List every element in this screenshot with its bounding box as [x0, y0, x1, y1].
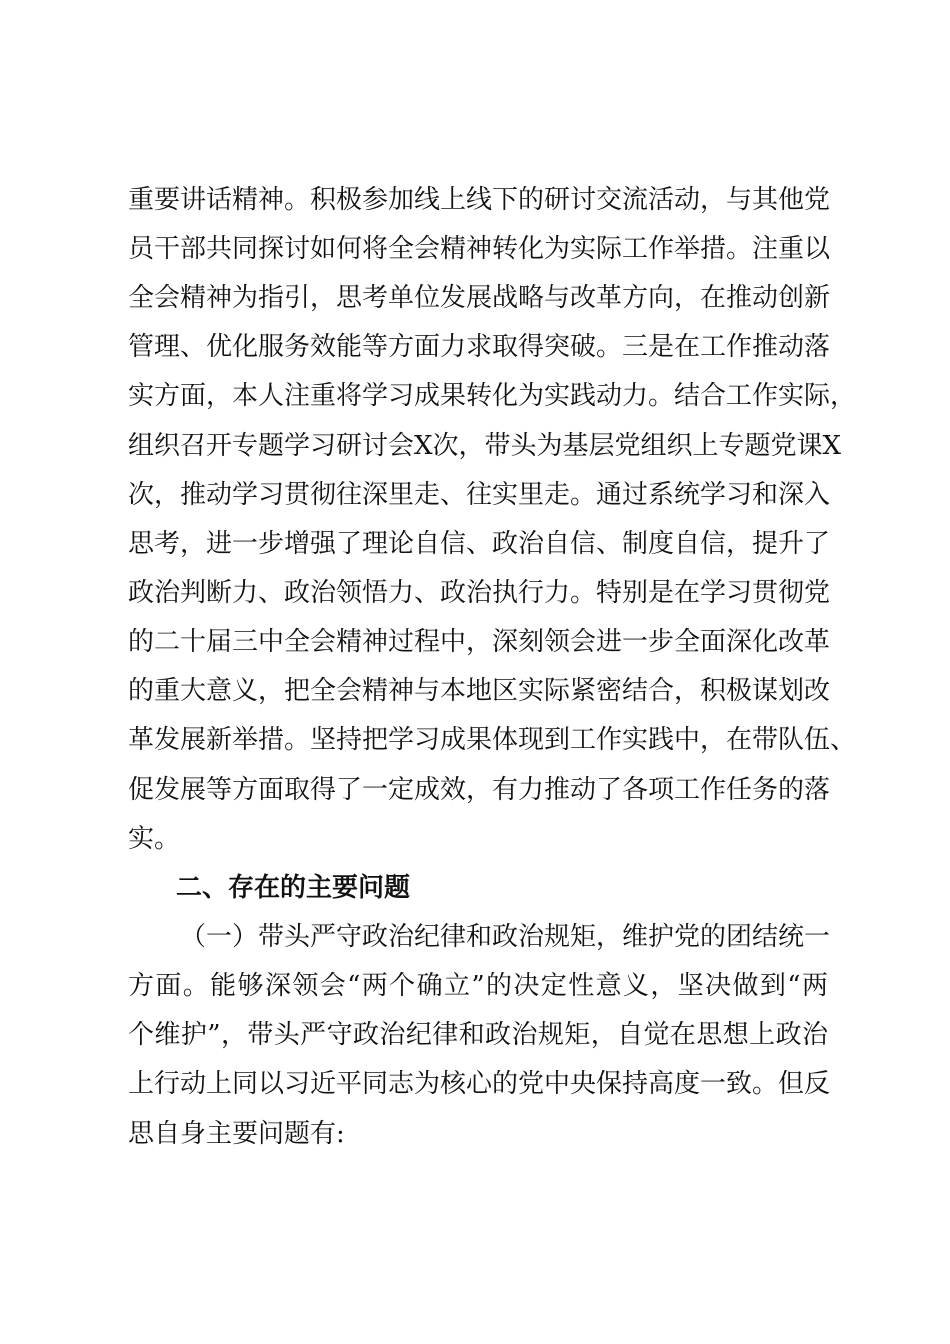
paragraph-line: 革发展新举措。坚持把学习成果体现到工作实践中，在带队伍、	[128, 725, 857, 755]
subsection-line: 上行动上同以习近平同志为核心的党中央保持高度一致。但反	[128, 1069, 831, 1099]
subsection-line: 个维护”，带头严守政治纪律和政治规矩，自觉在思想上政治	[128, 1020, 828, 1050]
subsection-line-last: 思自身主要问题有:	[128, 1119, 345, 1149]
subsection-line: 方面。能够深领会“两个确立”的决定性意义，坚决做到“两	[128, 971, 828, 1001]
paragraph-line: 促发展等方面取得了一定成效，有力推动了各项工作任务的落	[128, 775, 831, 805]
paragraph-line: 全会精神为指引，思考单位发展战略与改革方向，在推动创新	[128, 283, 831, 313]
paragraph-line: 员干部共同探讨如何将全会精神转化为实际工作举措。注重以	[128, 234, 831, 264]
subsection-line: （一）带头严守政治纪律和政治规矩，维护党的团结统一	[180, 922, 831, 952]
paragraph-line: 实方面，本人注重将学习成果转化为实践动力。结合工作实际，	[128, 381, 857, 411]
paragraph-line: 组织召开专题学习研讨会X次，带头为基层党组织上专题党课X	[128, 431, 842, 461]
paragraph-line-last: 实。	[128, 824, 181, 854]
paragraph-line: 次，推动学习贯彻往深里走、往实里走。通过系统学习和深入	[128, 480, 831, 510]
paragraph-line: 思考，进一步增强了理论自信、政治自信、制度自信，提升了	[128, 529, 831, 559]
paragraph-line: 的重大意义，把全会精神与本地区实际紧密结合，积极谋划改	[128, 676, 831, 706]
paragraph-line: 的二十届三中全会精神过程中，深刻领会进一步全面深化改革	[128, 627, 831, 657]
paragraph-line: 管理、优化服务效能等方面力求取得突破。三是在工作推动落	[128, 332, 831, 362]
paragraph-line: 政治判断力、政治领悟力、政治执行力。特别是在学习贯彻党	[128, 578, 831, 608]
paragraph-line: 重要讲话精神。积极参加线上线下的研讨交流活动，与其他党	[128, 185, 831, 215]
section-heading: 二、存在的主要问题	[176, 873, 411, 903]
